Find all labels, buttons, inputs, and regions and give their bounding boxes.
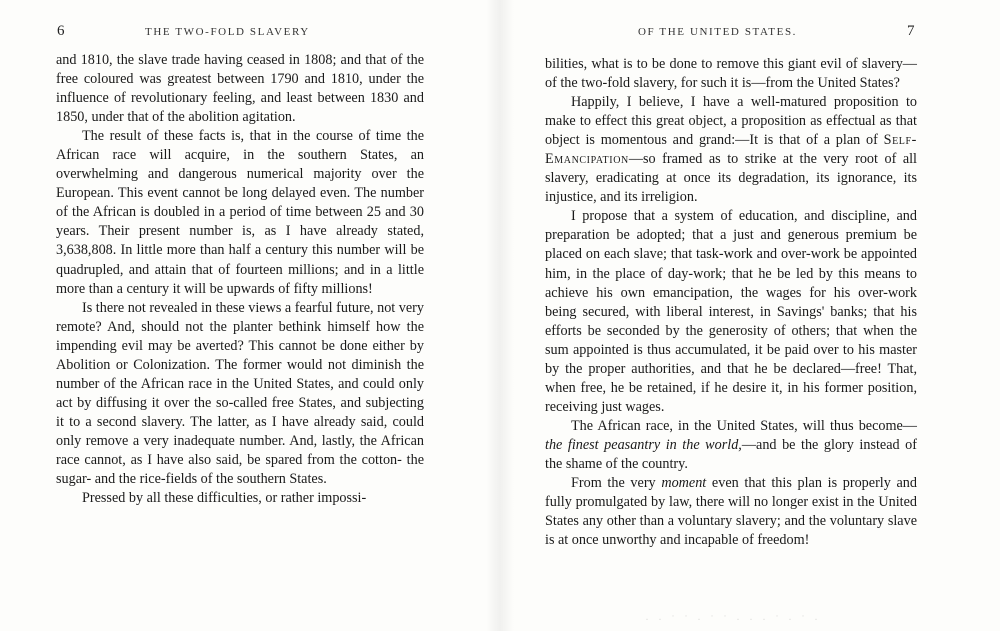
paragraph-4-right [545,417,917,474]
paragraph-2-right-text-b: —so framed as to strike at the very root of all slavery, eradicating at once its degradation, its ignorance, its injustice, and its irreligion. [545,151,917,206]
running-head-right: OF THE UNITED STATES. [638,26,798,38]
finest-peasantry-phrase: the finest peasantry in the world, [545,436,742,453]
paragraph-5-right-text-b: even that this plan is properly and fully promulgated by law, there will no longer exist in the United States any other than a voluntary slavery; and the voluntary slave is at once unworthy and incapable of freedom! [545,475,917,549]
right-page-body [545,55,917,550]
bleed-through-marks: · · ˙ ˙ · ˙ ˙ · · · ˙ · ˙ · [645,612,821,626]
paragraph-1-left: and 1810, the slave trade having ceased in 1808; and that of the free coloured was greatest between 1790 and 1810, under the influence of revolutionary feeling, and least between 1830 and 1850, under that of the abolition agitation. [56,52,424,126]
paragraph-2-right-text-a: Happily, I believe, I have a well-matured proposition to make to effect this great object, a proposition as effectual as that object is momentous and grand:—It is that of a plan of [545,94,917,149]
paragraph-3-left: Is there not revealed in these views a fearful future, not very remote? And, should not the planter bethink himself how the impending evil may be averted? This cannot be done either by Abolition or Colonization. The former would not diminish the number of the African race in the United States, and could only act by diffusing it over the so-called free States, and subjecting it to a second slavery. The latter, as I have already said, could only remove a very inadequate number. And, lastly, the African race cannot, as I have also said, be spared from the cotton- the sugar- and the rice-fields of the southern States. [56,299,424,488]
self-emancipation-term: Self-Emancipation [545,132,917,168]
paragraph-1-right: bilities, what is to be done to remove this giant evil of slavery—of the two-fold slavery, for such it is—from the United States? [545,56,917,92]
paragraph-4-right-text-b: —and be the glory instead of the shame of the country. [545,436,917,472]
left-page [0,0,470,631]
paragraph-5-right [545,474,917,550]
right-page [470,0,1000,631]
paragraph-5-right-text-a: From the very [571,475,662,492]
page-number-left: 6 [57,23,65,39]
running-head-left: THE TWO-FOLD SLAVERY [145,26,310,38]
moment-word: moment [661,475,707,492]
paragraph-2-left: The result of these facts is, that in the course of time the African race will acquire, in the southern States, an overwhelming and dangerous numerical majority over the European. This event cannot be long delayed even. The number of the African is doubled in a period of time between 25 and 30 years. Their present number is, as I have already stated, 3,638,808. In little more than half a century this number will be quadrupled, and attain that of fourteen millions; and in a little more than a century it will be upwards of fifty millions! [56,128,424,297]
page-number-right: 7 [907,23,915,39]
paragraph-4-left: Pressed by all these difficulties, or rather impossi- [82,490,367,507]
paragraph-3-right: I propose that a system of education, and discipline, and preparation be adopted; that a just and generous premium be placed on each slave; that task-work and over-work be appointed him, in the place of day-work; that he be led by this means to achieve his own emancipation, the wages for his over-work being secured, with liberal interest, in Savings' banks; that his efforts be seconded by the generosity of others; that when the sum appointed is thus accumulated, it be paid over to his master by the proper authorities, and that he be declared—free! That, when free, he be retained, if he desire it, in his former position, receiving just wages. [545,208,917,415]
paragraph-4-right-text-a: The African race, in the United States, will thus become— [571,417,917,434]
paragraph-2-right [545,93,917,207]
left-page-body [56,51,424,508]
